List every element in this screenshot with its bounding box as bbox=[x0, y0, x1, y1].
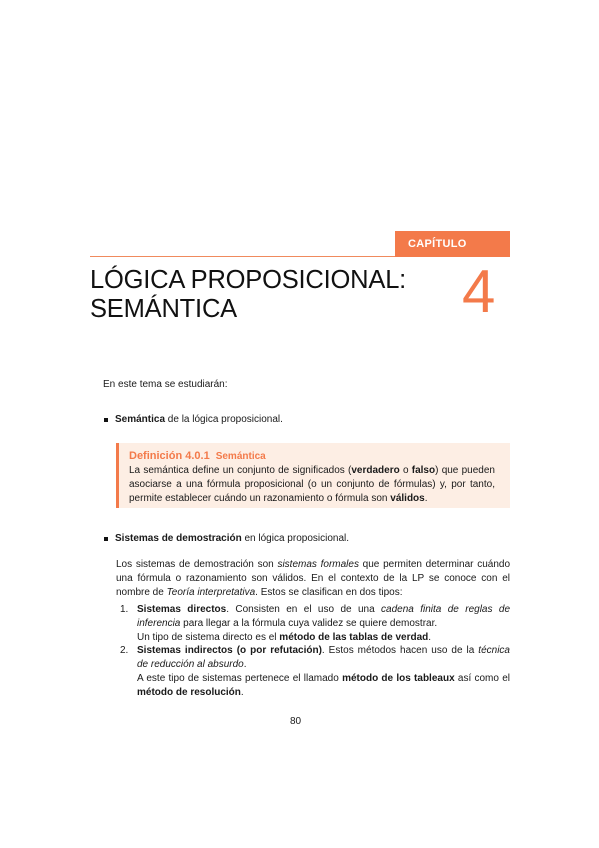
list-item-body bbox=[137, 603, 510, 645]
paragraph-italic: sistemas formales bbox=[277, 559, 359, 570]
paragraph-text: Los sistemas de demostración son bbox=[116, 559, 278, 570]
list-item bbox=[116, 644, 510, 700]
body-paragraph bbox=[116, 558, 510, 600]
list-text: A este tipo de sistemas pertenece el llamado bbox=[137, 673, 343, 684]
list-italic: cadena finita de reglas de inferencia bbox=[137, 604, 511, 629]
list-bold: Sistemas indirectos (o por refutación) bbox=[137, 645, 322, 656]
definition-text: o bbox=[399, 465, 412, 476]
definition-body bbox=[129, 464, 495, 506]
chapter-title-line2: SEMÁNTICA bbox=[90, 295, 237, 323]
list-number: 2. bbox=[120, 645, 129, 656]
paragraph-text: . Estos se clasifican en dos tipos: bbox=[255, 587, 403, 598]
bullet-marker bbox=[104, 418, 108, 422]
list-text: . bbox=[240, 687, 244, 698]
paragraph-italic: Teoría interpretativa bbox=[166, 587, 256, 598]
chapter-label: CAPÍTULO bbox=[408, 238, 467, 250]
list-text: así como el bbox=[454, 673, 510, 684]
chapter-title-line1: LÓGICA PROPOSICIONAL: bbox=[90, 266, 407, 294]
list-bold: método de los tableaux bbox=[342, 673, 455, 684]
list-text: . Consisten en el uso de una bbox=[226, 604, 382, 615]
paragraph-text: que permiten determinar cuándo una fórmula o razonamiento son válidos. En el contexto de la LP se conoce con el nombre de bbox=[116, 559, 511, 598]
chapter-title bbox=[90, 266, 406, 324]
list-text: Un tipo de sistema directo es el bbox=[137, 632, 280, 643]
bullet-text: de la lógica proposicional. bbox=[165, 414, 283, 425]
list-bold: Sistemas directos bbox=[137, 604, 227, 615]
list-text: . bbox=[243, 659, 247, 670]
definition-text: La semántica define un conjunto de significados ( bbox=[129, 465, 352, 476]
definition-number: Definición 4.0.1 bbox=[129, 450, 210, 462]
chapter-number: 4 bbox=[462, 258, 496, 325]
definition-bold: válidos bbox=[390, 493, 425, 504]
definition-text: . bbox=[424, 493, 428, 504]
definition-text: ) que pueden asociarse a una fórmula proposicional (o un conjunto de fórmulas) y, por tanto, permite establecer cuándo un razonamiento o fórmula son bbox=[129, 465, 495, 504]
bullet-item-semantica bbox=[115, 413, 283, 427]
list-italic: técnica de reducción al absurdo bbox=[137, 645, 510, 670]
bullet-bold: Semántica bbox=[115, 414, 166, 425]
bullet-marker bbox=[104, 537, 108, 541]
definition-heading bbox=[129, 450, 266, 462]
definition-bold: falso bbox=[411, 465, 436, 476]
list-text: para llegar a la fórmula cuya validez se quiere demostrar. bbox=[180, 618, 438, 629]
definition-bold: verdadero bbox=[351, 465, 400, 476]
list-item bbox=[116, 603, 510, 645]
bullet-text: en lógica proposicional. bbox=[241, 533, 350, 544]
list-number: 1. bbox=[120, 604, 129, 615]
list-item-body bbox=[137, 644, 510, 700]
page-number: 80 bbox=[290, 716, 302, 727]
list-text: . bbox=[428, 632, 432, 643]
list-bold: método de resolución bbox=[137, 687, 241, 698]
intro-text: En este tema se estudiarán: bbox=[103, 379, 228, 390]
bullet-bold: Sistemas de demostración bbox=[115, 533, 242, 544]
bullet-item-sistemas bbox=[115, 532, 349, 546]
definition-name: Semántica bbox=[215, 451, 266, 462]
list-text: . Estos métodos hacen uso de la bbox=[321, 645, 479, 656]
list-bold: método de las tablas de verdad bbox=[279, 632, 429, 643]
